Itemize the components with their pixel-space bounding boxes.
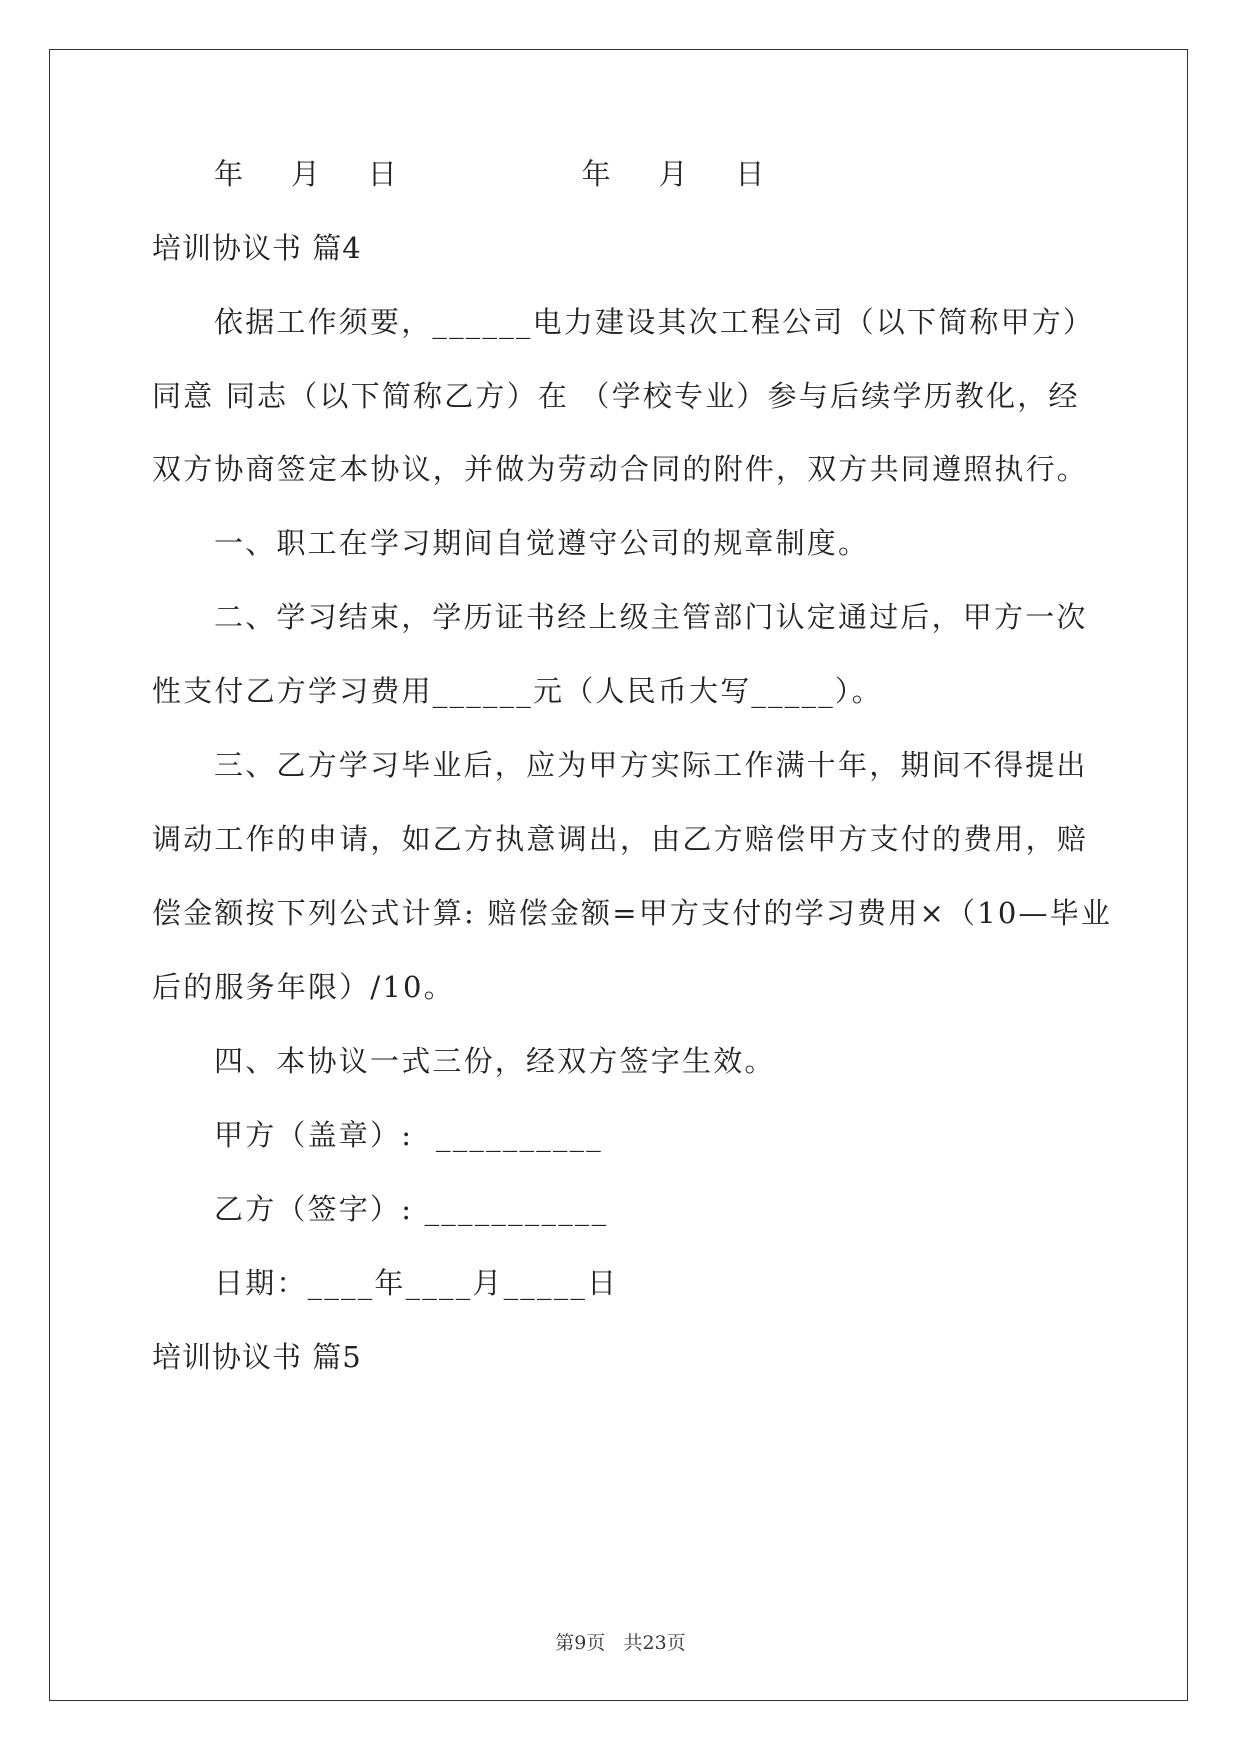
clause-1: 一、职工在学习期间自觉遵守公司的规章制度。	[214, 526, 870, 560]
clause-2-line: 性支付乙方学习费用______元（人民币大写_____）。	[152, 674, 883, 708]
clause-3-line: 偿金额按下列公式计算: 赔偿金额=甲方支付的学习费用×（10—毕业	[152, 896, 1113, 930]
party-a-signature: 甲方（盖章）: __________	[214, 1118, 604, 1152]
party-b-signature: 乙方（签字）: ___________	[214, 1192, 609, 1226]
paragraph-line: 同意 同志（以下简称乙方）在 （学校专业）参与后续学历教化，经	[152, 379, 1080, 413]
section-heading-4: 培训协议书 篇4	[152, 231, 362, 265]
signature-date: 日期：____年____月_____日	[214, 1266, 619, 1300]
page-label-suffix: 页	[666, 1632, 686, 1654]
page-border	[49, 49, 1188, 1701]
clause-3-line: 三、乙方学习毕业后，应为甲方实际工作满十年，期间不得提出	[214, 748, 1088, 782]
total-pages-number: 23	[642, 1632, 667, 1654]
paragraph-line: 依据工作须要，______电力建设其次工程公司（以下简称甲方）	[214, 305, 1095, 339]
signature-date-line: 年 月 日 年 月 日	[214, 157, 767, 191]
clause-4: 四、本协议一式三份，经双方签字生效。	[214, 1044, 776, 1078]
clause-3-line: 后的服务年限）/10。	[152, 970, 455, 1004]
page-label-prefix: 第	[555, 1632, 575, 1654]
section-heading-5: 培训协议书 篇5	[152, 1340, 362, 1374]
current-page-number: 9	[574, 1632, 587, 1654]
clause-3-line: 调动工作的申请，如乙方执意调出，由乙方赔偿甲方支付的费用，赔	[152, 822, 1089, 856]
page-footer	[0, 1628, 1241, 1655]
paragraph-line: 双方协商签定本协议，并做为劳动合同的附件，双方共同遵照执行。	[152, 452, 1089, 486]
clause-2-line: 二、学习结束，学历证书经上级主管部门认定通过后，甲方一次	[214, 600, 1088, 634]
page-label-mid: 页 共	[586, 1632, 643, 1654]
